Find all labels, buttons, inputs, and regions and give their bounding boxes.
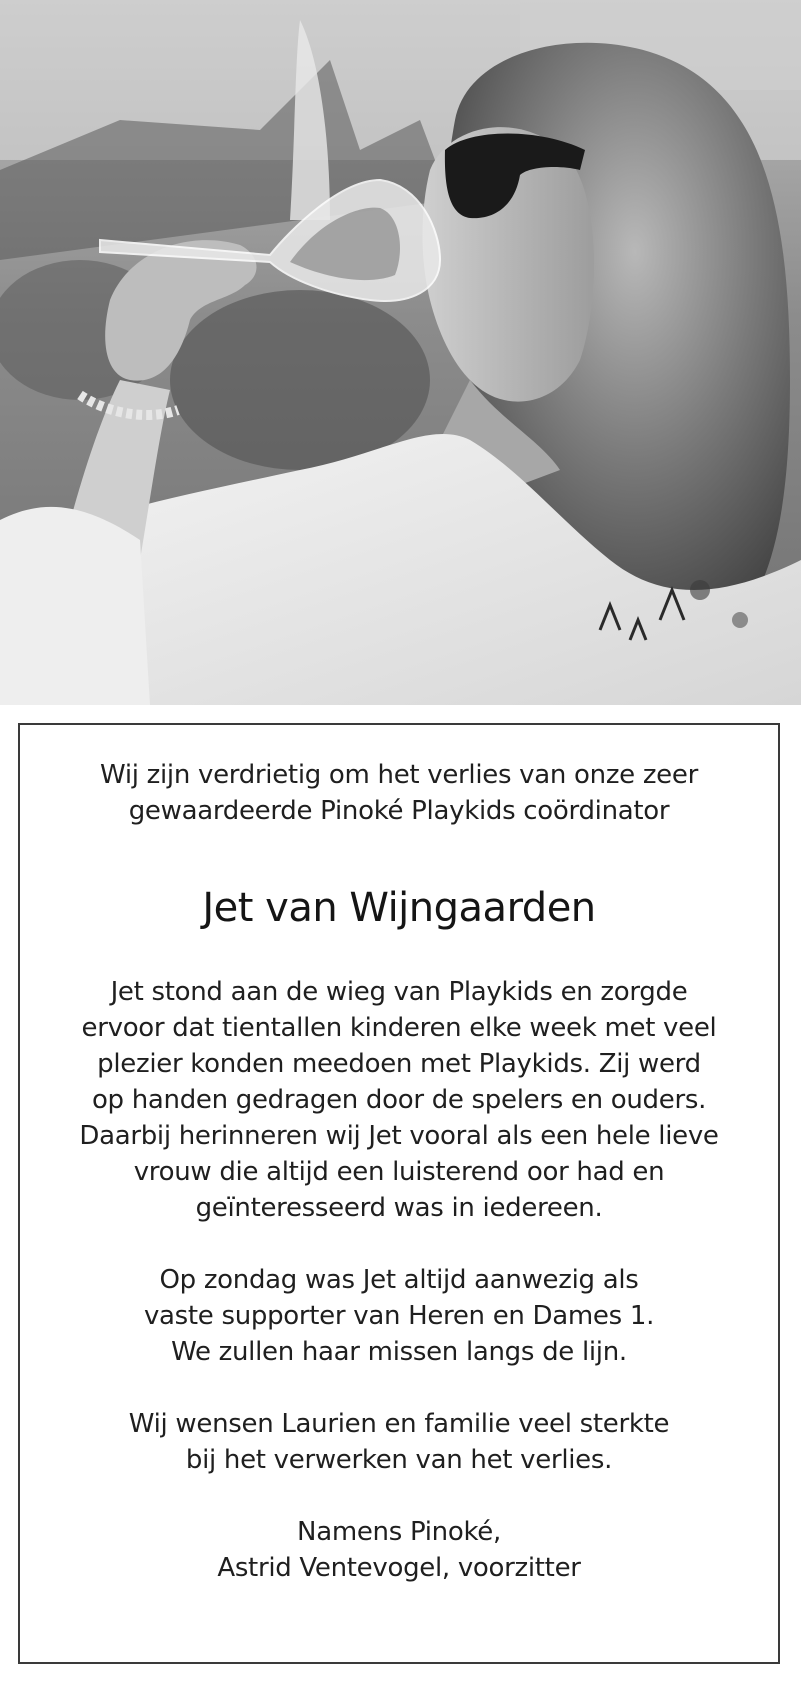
paragraph2-line-2: vaste supporter van Heren en Dames 1. xyxy=(143,1301,655,1331)
paragraph1-line-6: vrouw die altijd een luisterend oor had en xyxy=(133,1157,665,1187)
paragraph1-line-1: Jet stond aan de wieg van Playkids en zorgde xyxy=(110,977,688,1007)
intro-line-1: Wij zijn verdrietig om het verlies van onze zeer xyxy=(100,760,698,790)
memorial-notice xyxy=(18,723,780,1664)
paragraph1-line-3: plezier konden meedoen met Playkids. Zij werd xyxy=(97,1049,701,1079)
paragraph3-line-1: Wij wensen Laurien en familie veel sterkte xyxy=(128,1409,670,1439)
deceased-name: Jet van Wijngaarden xyxy=(202,885,596,931)
paragraph3-line-2: bij het verwerken van het verlies. xyxy=(185,1445,613,1475)
intro-line-2: gewaardeerde Pinoké Playkids coördinator xyxy=(128,796,670,826)
paragraph1-line-2: ervoor dat tientallen kinderen elke week met veel xyxy=(81,1013,717,1043)
memorial-photo xyxy=(0,0,801,705)
paragraph2-line-1: Op zondag was Jet altijd aanwezig als xyxy=(159,1265,639,1295)
signature-line-2: Astrid Ventevogel, voorzitter xyxy=(217,1553,581,1583)
paragraph1-line-5: Daarbij herinneren wij Jet vooral als een hele lieve xyxy=(79,1121,719,1151)
paragraph1-line-7: geïnteresseerd was in iedereen. xyxy=(195,1193,603,1223)
signature-line-1: Namens Pinoké, xyxy=(297,1517,501,1547)
paragraph1-line-4: op handen gedragen door de spelers en ouders. xyxy=(91,1085,707,1115)
portrait-image xyxy=(0,0,801,705)
paragraph2-line-3: We zullen haar missen langs de lijn. xyxy=(171,1337,627,1367)
